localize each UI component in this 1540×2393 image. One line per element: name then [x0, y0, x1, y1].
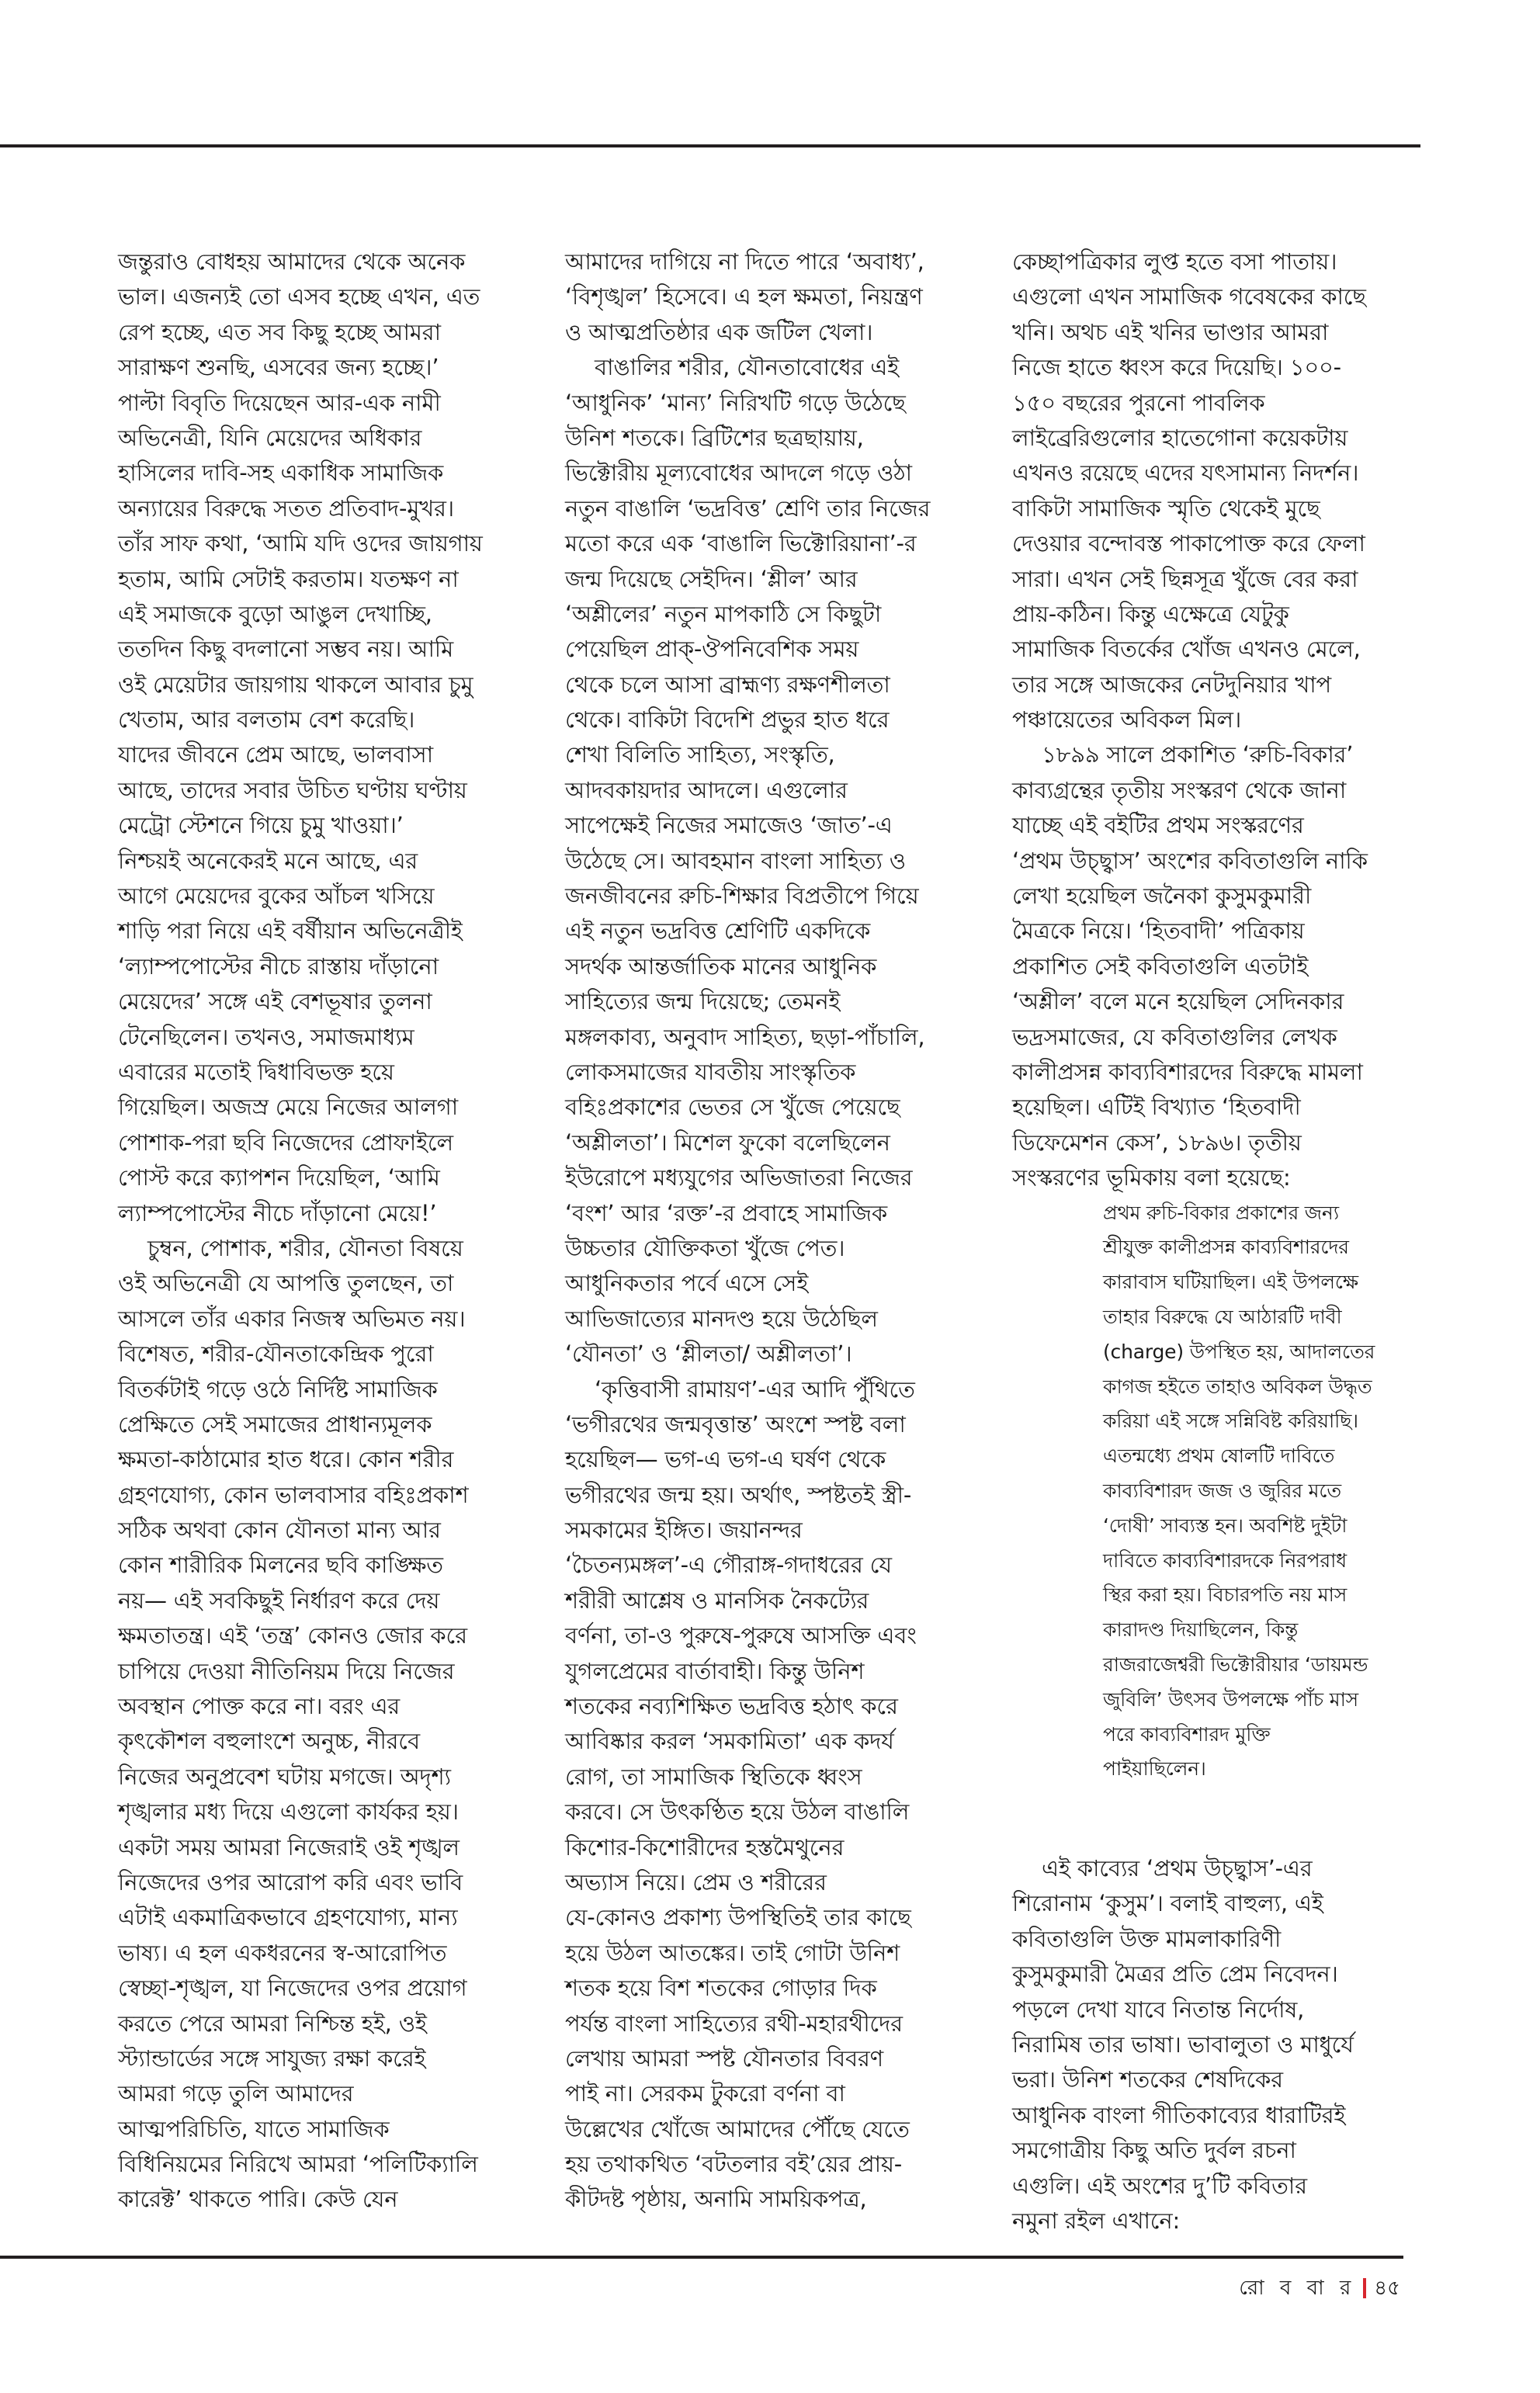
text-line: কারাদণ্ড দিয়াছিলেন, কিন্তু — [1103, 1618, 1299, 1642]
text-line: স্বেচ্ছা-শৃঙ্খল, যা নিজেদের ওপর প্রয়োগ — [118, 1975, 467, 2002]
text-line: নিরামিষ তার ভাষা। ভাবালুতা ও মাধুর্যে — [1012, 2031, 1354, 2058]
text-line: সারা। এখন সেই ছিন্নসূত্র খুঁজে বের করা — [1012, 565, 1358, 592]
text-line: উল্লেখের খোঁজে আমাদের পৌঁছে যেতে — [565, 2115, 910, 2142]
text-line: সামাজিক বিতর্কের খোঁজ এখনও মেলে, — [1012, 636, 1361, 663]
text-line: ইউরোপে মধ্যযুগের অভিজাতরা নিজের — [565, 1164, 913, 1191]
text-line: কোন শারীরিক মিলনের ছবি কাঙ্ক্ষিত — [118, 1552, 443, 1579]
text-line: কাব্যগ্রন্থের তৃতীয় সংস্করণ থেকে জানা — [1012, 776, 1347, 803]
text-line: ওই অভিনেত্রী যে আপত্তি তুলছেন, তা — [118, 1270, 454, 1297]
text-line: পোশাক-পরা ছবি নিজেদের প্রোফাইলে — [118, 1129, 453, 1156]
text-line: সাপেক্ষেই নিজের সমাজেও ‘জাত’-এ — [565, 812, 893, 839]
text-line: কীটদষ্ট পৃষ্ঠায়, অনামি সাময়িকপত্র, — [565, 2186, 867, 2213]
text-line: অবস্থান পোক্ত করে না। বরং এর — [118, 1693, 401, 1720]
text-line: বাকিটা সামাজিক স্মৃতি থেকেই মুছে — [1012, 494, 1320, 522]
text-line: রেপ হচ্ছে, এত সব কিছু হচ্ছে আমরা — [118, 318, 441, 345]
text-line: আধুনিক বাংলা গীতিকাব্যের ধারাটিরই — [1012, 2101, 1346, 2128]
text-line: নিজের অনুপ্রবেশ ঘটায় মগজে। অদৃশ্য — [118, 1763, 451, 1790]
text-line: কুসুমকুমারী মৈত্রর প্রতি প্রেম নিবেদন। — [1012, 1961, 1338, 1988]
text-line: তাঁর সাফ কথা, ‘আমি যদি ওদের জায়গায় — [118, 530, 483, 557]
text-line: ক্ষমতা-কাঠামোর হাত ধরে। কোন শরীর — [118, 1446, 454, 1473]
text-line: প্রায়-কঠিন। কিন্তু এক্ষেত্রে যেটুকু — [1012, 600, 1289, 627]
text-line: মঙ্গলকাব্য, অনুবাদ সাহিত্য, ছড়া-পাঁচালি, — [565, 1023, 925, 1050]
text-line: শাড়ি পরা নিয়ে এই বর্ষীয়ান অভিনেত্রীই — [118, 917, 463, 945]
text-line: ‘অশ্লীলতা’। মিশেল ফুকো বলেছিলেন — [565, 1129, 890, 1156]
text-line: হয়ে উঠল আতঙ্কের। তাই গোটা উনিশ — [565, 1939, 900, 1966]
text-line: পঞ্চায়েতের অবিকল মিল। — [1012, 706, 1242, 734]
text-line: প্রকাশিত সেই কবিতাগুলি এতটাই — [1012, 952, 1309, 980]
text-line: গিয়েছিল। অজস্র মেয়ে নিজের আলগা — [118, 1094, 458, 1121]
text-line: কারেক্ট’ থাকতে পারি। কেউ যেন — [118, 2186, 398, 2213]
text-line: লাইব্রেরিগুলোর হাতেগোনা কয়েকটায় — [1012, 424, 1348, 451]
text-line: বাঙালির শরীর, যৌনতাবোধের এই — [595, 354, 899, 381]
text-line: অভ্যাস নিয়ে। প্রেম ও শরীরের — [565, 1868, 827, 1895]
bottom-rule — [0, 2256, 1403, 2259]
text-line: শেখা বিলিতি সাহিত্য, সংস্কৃতি, — [565, 741, 835, 768]
text-line: ‘অশ্লীলের’ নতুন মাপকাঠি সে কিছুটা — [565, 600, 882, 627]
text-line: তার সঙ্গে আজকের নেটদুনিয়ার খাপ — [1012, 671, 1332, 698]
text-line: শতক হয়ে বিশ শতকের গোড়ার দিক — [565, 1975, 877, 2002]
text-line: এবারের মতোই দ্বিধাবিভক্ত হয়ে — [118, 1058, 394, 1085]
text-line: প্রথম রুচি-বিকার প্রকাশের জন্য — [1103, 1201, 1339, 1224]
text-line: যুগলপ্রেমের বার্তাবাহী। কিন্তু উনিশ — [565, 1657, 865, 1684]
text-line: ক্ষমতাতন্ত্র। এই ‘তন্ত্র’ কোনও জোর করে — [118, 1622, 467, 1649]
text-line: ‘দোষী’ সাব্যস্ত হন। অবশিষ্ট দুইটা — [1103, 1514, 1348, 1537]
text-line: পড়লে দেখা যাবে নিতান্ত নির্দোষ, — [1012, 1996, 1305, 2023]
text-line: লেখায় আমরা স্পষ্ট যৌনতার বিবরণ — [565, 2044, 883, 2072]
text-line: যাচ্ছে এই বইটির প্রথম সংস্করণের — [1012, 812, 1304, 839]
text-line: সমগোত্রীয় কিছু অতি দুর্বল রচনা — [1012, 2137, 1296, 2164]
text-line: মেট্রো স্টেশনে গিয়ে চুমু খাওয়া।’ — [118, 812, 404, 839]
paragraph — [1012, 737, 1424, 1195]
paragraph — [565, 245, 976, 350]
paragraph — [565, 350, 976, 1372]
text-line: দেওয়ার বন্দোবস্ত পাকাপোক্ত করে ফেলা — [1012, 530, 1365, 557]
text-line: শিরোনাম ‘কুসুম’। বলাই বাহুল্য, এই — [1012, 1890, 1323, 1917]
text-line: সমকামের ইঙ্গিত। জয়ানন্দর — [565, 1517, 803, 1544]
block-quote — [1103, 1196, 1424, 1788]
text-line: মতো করে এক ‘বাঙালি ভিক্টোরিয়ানা’-র — [565, 530, 917, 557]
text-line: মৈত্রকে নিয়ে। ‘হিতবাদী’ পত্রিকায় — [1012, 917, 1305, 945]
text-line: গ্রহণযোগ্য, কোন ভালবাসার বহিঃপ্রকাশ — [118, 1481, 469, 1508]
text-line: হয় তথাকথিত ‘বটতলার বই’য়ের প্রায়- — [565, 2151, 903, 2178]
text-line: নিজেদের ওপর আরোপ করি এবং ভাবি — [118, 1868, 463, 1895]
text-line: উনিশ শতকে। ব্রিটিশের ছত্রছায়ায়, — [565, 424, 864, 451]
text-line: বিতর্কটাই গড়ে ওঠে নির্দিষ্ট সামাজিক — [118, 1375, 438, 1403]
text-line: ও আত্মপ্রতিষ্ঠার এক জটিল খেলা। — [565, 318, 873, 345]
text-line: যাদের জীবনে প্রেম আছে, ভালবাসা — [118, 741, 433, 768]
text-line: বিধিনিয়মের নিরিখে আমরা ‘পলিটিক্যালি — [118, 2151, 478, 2178]
text-line: প্রেক্ষিতে সেই সমাজের প্রাধান্যমূলক — [118, 1410, 432, 1438]
column-3 — [1012, 245, 1424, 2239]
text-line: লেখা হয়েছিল জনৈকা কুসুমকুমারী — [1012, 883, 1312, 910]
text-line: একটা সময় আমরা নিজেরাই ওই শৃঙ্খল — [118, 1833, 460, 1861]
text-line: হয়েছিল— ভগ-এ ভগ-এ ঘর্ষণ থেকে — [565, 1446, 886, 1473]
text-line: ল্যাম্পপোস্টের নীচে দাঁড়ানো মেয়ে!’ — [118, 1199, 437, 1226]
text-line: বর্ণনা, তা-ও পুরুষে-পুরুষে আসক্তি এবং — [565, 1622, 917, 1649]
text-line: আসলে তাঁর একার নিজস্ব অভিমত নয়। — [118, 1305, 466, 1332]
text-line: জন্ম দিয়েছে সেইদিন। ‘শ্লীল’ আর — [565, 565, 858, 592]
text-line: নতুন বাঙালি ‘ভদ্রবিত্ত’ শ্রেণি তার নিজের — [565, 494, 931, 522]
text-line: জন্তুরাও বোধহয় আমাদের থেকে অনেক — [118, 248, 466, 275]
text-line: ততদিন কিছু বদলানো সম্ভব নয়। আমি — [118, 636, 453, 663]
text-line: থেকে। বাকিটা বিদেশি প্রভুর হাত ধরে — [565, 706, 890, 734]
text-line: পাইয়াছিলেন। — [1103, 1757, 1206, 1781]
page-footer — [1239, 2273, 1400, 2304]
text-line: ‘অশ্লীল’ বলে মনে হয়েছিল সেদিনকার — [1012, 988, 1344, 1015]
text-line: সঠিক অথবা কোন যৌনতা মান্য আর — [118, 1517, 441, 1544]
paragraph — [1012, 245, 1424, 737]
text-line: শ্রীযুক্ত কালীপ্রসন্ন কাব্যবিশারদের — [1103, 1236, 1349, 1259]
text-line: অভিনেত্রী, যিনি মেয়েদের অধিকার — [118, 424, 422, 451]
text-line: হতাম, আমি সেটাই করতাম। যতক্ষণ না — [118, 565, 459, 592]
text-line: সংস্করণের ভূমিকায় বলা হয়েছে: — [1012, 1164, 1291, 1191]
paragraph — [565, 1372, 976, 2218]
text-line: ‘যৌনতা’ ও ‘শ্লীলতা/ অশ্লীলতা’। — [565, 1340, 852, 1368]
text-line: নিশ্চয়ই অনেকেরই মনে আছে, এর — [118, 847, 418, 874]
text-line: কালীপ্রসন্ন কাব্যবিশারদের বিরুদ্ধে মামলা — [1012, 1058, 1363, 1085]
text-line: লোকসমাজের যাবতীয় সাংস্কৃতিক — [565, 1058, 856, 1085]
text-line: আধুনিকতার পর্বে এসে সেই — [565, 1270, 809, 1297]
text-line: আভিজাত্যের মানদণ্ড হয়ে উঠেছিল — [565, 1305, 878, 1332]
text-line: স্ট্যান্ডার্ডের সঙ্গে সাযুজ্য রক্ষা করেই — [118, 2044, 426, 2072]
text-line: ১৫০ বছরের পুরনো পাবলিক — [1012, 389, 1265, 416]
text-line: সাহিত্যের জন্ম দিয়েছে; তেমনই — [565, 988, 841, 1015]
text-line: পাই না। সেরকম টুকরো বর্ণনা বা — [565, 2080, 845, 2107]
text-line: তাহার বিরুদ্ধে যে আঠারটি দাবী — [1103, 1305, 1342, 1328]
text-line: ভিক্টোরীয় মূল্যবোধের আদলে গড়ে ওঠা — [565, 460, 912, 487]
text-line: পরে কাব্যবিশারদ মুক্তি — [1103, 1722, 1271, 1746]
top-rule — [0, 144, 1420, 147]
text-line: কেচ্ছাপত্রিকার লুপ্ত হতে বসা পাতায়। — [1012, 248, 1337, 275]
text-line: বহিঃপ্রকাশের ভেতর সে খুঁজে পেয়েছে — [565, 1094, 900, 1121]
text-line: যে-কোনও প্রকাশ্য উপস্থিতিই তার কাছে — [565, 1904, 911, 1931]
text-line: এগুলি। এই অংশের দু’টি কবিতার — [1012, 2172, 1307, 2199]
text-line: ভরা। উনিশ শতকের শেষদিকের — [1012, 2066, 1283, 2093]
text-line: এই নতুন ভদ্রবিত্ত শ্রেণিটি একদিকে — [565, 917, 871, 945]
text-line: আবিষ্কার করল ‘সমকামিতা’ এক কদর্য — [565, 1728, 894, 1755]
text-line: আত্মপরিচিতি, যাতে সামাজিক — [118, 2115, 390, 2142]
text-line: এগুলো এখন সামাজিক গবেষকের কাছে — [1012, 283, 1366, 310]
text-line: খনি। অথচ এই খনির ভাণ্ডার আমরা — [1012, 318, 1329, 345]
text-line: আমরা গড়ে তুলি আমাদের — [118, 2080, 354, 2107]
text-line: জুবিলি’ উৎসব উপলক্ষে পাঁচ মাস — [1103, 1687, 1358, 1711]
text-line: এই সমাজকে বুড়ো আঙুল দেখাচ্ছি, — [118, 600, 432, 627]
text-line: পোস্ট করে ক্যাপশন দিয়েছিল, ‘আমি — [118, 1164, 440, 1191]
text-line: এখনও রয়েছে এদের যৎসামান্য নিদর্শন। — [1012, 460, 1359, 487]
text-line: ‘চৈতন্যমঙ্গল’-এ গৌরাঙ্গ-গদাধরের যে — [565, 1552, 892, 1579]
text-line: সদর্থক আন্তর্জাতিক মানের আধুনিক — [565, 952, 877, 980]
text-line: উচ্চতার যৌক্তিকতা খুঁজে পেত। — [565, 1234, 845, 1261]
text-line: সারাক্ষণ শুনছি, এসবের জন্য হচ্ছে।’ — [118, 354, 439, 381]
text-line: কাগজ হইতে তাহাও অবিকল উদ্ধৃত — [1103, 1375, 1372, 1398]
text-line: শৃঙ্খলার মধ্য দিয়ে এগুলো কার্যকর হয়। — [118, 1798, 459, 1826]
text-line: স্থির করা হয়। বিচারপতি নয় মাস — [1103, 1583, 1348, 1607]
text-line: টেনেছিলেন। তখনও, সমাজমাধ্যম — [118, 1023, 414, 1050]
text-line: উঠেছে সে। আবহমান বাংলা সাহিত্য ও — [565, 847, 906, 874]
text-line: ওই মেয়েটার জায়গায় থাকলে আবার চুমু — [118, 671, 473, 698]
text-line: ভদ্রসমাজের, যে কবিতাগুলির লেখক — [1012, 1023, 1337, 1050]
text-line: এতন্মধ্যে প্রথম ষোলটি দাবিতে — [1103, 1444, 1335, 1468]
text-line: ভগীরথের জন্ম হয়। অর্থাৎ, স্পষ্টতই স্ত্রী- — [565, 1481, 912, 1508]
text-line: রাজরাজেশ্বরী ভিক্টোরীয়ার ‘ডায়মন্ড — [1103, 1653, 1368, 1676]
magazine-name: রো ব বা র — [1239, 2277, 1356, 2300]
text-line: ‘আধুনিক’ ‘মান্য’ নিরিখটি গড়ে উঠেছে — [565, 389, 906, 416]
text-line: রোগ, তা সামাজিক স্থিতিকে ধ্বংস — [565, 1763, 862, 1790]
text-line: এই কাব্যের ‘প্রথম উচ্ছ্বাস’-এর — [1042, 1855, 1313, 1882]
text-line: কারাবাস ঘটিয়াছিল। এই উপলক্ষে — [1103, 1271, 1358, 1294]
text-line: ‘কৃত্তিবাসী রামায়ণ’-এর আদি পুঁথিতে — [595, 1375, 915, 1403]
text-line: নমুনা রইল এখানে: — [1012, 2207, 1181, 2234]
text-line: দাবিতে কাব্যবিশারদকে নিরপরাধ — [1103, 1549, 1347, 1572]
text-line: করতে পেরে আমরা নিশ্চিন্ত হই, ওই — [118, 2010, 427, 2037]
text-line: কবিতাগুলি উক্ত মামলাকারিণী — [1012, 1925, 1282, 1952]
text-line: শতকের নব্যশিক্ষিত ভদ্রবিত্ত হঠাৎ করে — [565, 1693, 898, 1720]
text-line: ‘প্রথম উচ্ছ্বাস’ অংশের কবিতাগুলি নাকি — [1012, 847, 1368, 874]
text-line: কৃৎকৌশল বহুলাংশে অনুচ্চ, নীরবে — [118, 1728, 420, 1755]
column-2 — [565, 245, 976, 2218]
text-line: ‘ভগীরথের জন্মবৃত্তান্ত’ অংশে স্পষ্ট বলা — [565, 1410, 906, 1438]
text-line: ভাষ্য। এ হল একধরনের স্ব-আরোপিত — [118, 1939, 447, 1966]
text-line: আদবকায়দার আদলে। এগুলোর — [565, 776, 848, 803]
paragraph — [1012, 1851, 1424, 2239]
paragraph — [118, 1231, 522, 2218]
text-line: পেয়েছিল প্রাক্‌-ঔপনিবেশিক সময় — [565, 636, 859, 663]
text-line: আছে, তাদের সবার উচিত ঘণ্টায় ঘণ্টায় — [118, 776, 467, 803]
text-line: থেকে চলে আসা ব্রাহ্মণ্য রক্ষণশীলতা — [565, 671, 890, 698]
text-line: নিজে হাতে ধ্বংস করে দিয়েছি। ১০০- — [1012, 354, 1341, 381]
text-line: আগে মেয়েদের বুকের আঁচল খসিয়ে — [118, 883, 435, 910]
text-line: আমাদের দাগিয়ে না দিতে পারে ‘অবাধ্য’, — [565, 248, 924, 275]
text-line: শরীরী আশ্লেষ ও মানসিক নৈকট্যের — [565, 1587, 869, 1614]
text-line: চুম্বন, পোশাক, শরীর, যৌনতা বিষয়ে — [147, 1234, 463, 1261]
text-line: পর্যন্ত বাংলা সাহিত্যের রথী-মহারথীদের — [565, 2010, 903, 2037]
text-line: করবে। সে উৎকণ্ঠিত হয়ে উঠল বাঙালি — [565, 1798, 910, 1826]
text-line: জনজীবনের রুচি-শিক্ষার বিপ্রতীপে গিয়ে — [565, 883, 919, 910]
text-line: পাল্টা বিবৃতি দিয়েছেন আর-এক নামী — [118, 389, 441, 416]
text-line: হাসিলের দাবি-সহ একাধিক সামাজিক — [118, 460, 444, 487]
text-line: কিশোর-কিশোরীদের হস্তমৈথুনের — [565, 1833, 845, 1861]
paragraph — [118, 245, 522, 1231]
text-line: ‘বিশৃঙ্খল’ হিসেবে। এ হল ক্ষমতা, নিয়ন্ত্রণ — [565, 283, 923, 310]
text-line: কাব্যবিশারদ জজ ও জুরির মতে — [1103, 1479, 1341, 1502]
text-line: বিশেষত, শরীর-যৌনতাকেন্দ্রিক পুরো — [118, 1340, 434, 1368]
text-line: এটাই একমাত্রিকভাবে গ্রহণযোগ্য, মান্য — [118, 1904, 458, 1931]
footer-separator-bar — [1363, 2278, 1366, 2298]
text-line: ১৮৯৯ সালে প্রকাশিত ‘রুচি-বিকার’ — [1042, 741, 1354, 768]
text-line: ‘বংশ’ আর ‘রক্ত’-র প্রবাহে সামাজিক — [565, 1199, 887, 1226]
text-line: চাপিয়ে দেওয়া নীতিনিয়ম দিয়ে নিজের — [118, 1657, 455, 1684]
text-line: করিয়া এই সঙ্গে সন্নিবিষ্ট করিয়াছি। — [1103, 1410, 1358, 1433]
text-line: নয়— এই সবকিছুই নির্ধারণ করে দেয় — [118, 1587, 440, 1614]
text-line: অন্যায়ের বিরুদ্ধে সতত প্রতিবাদ-মুখর। — [118, 494, 454, 522]
column-1 — [118, 245, 522, 2218]
text-line: ভাল। এজন্যই তো এসব হচ্ছে এখন, এত — [118, 283, 480, 310]
text-line: ডিফেমেশন কেস’, ১৮৯৬। তৃতীয় — [1012, 1129, 1302, 1156]
text-line: খেতাম, আর বলতাম বেশ করেছি। — [118, 706, 415, 734]
page-number: ৪৫ — [1374, 2277, 1400, 2300]
text-line: হয়েছিল। এটিই বিখ্যাত ‘হিতবাদী — [1012, 1094, 1301, 1121]
text-line: ‘ল্যাম্পপোস্টের নীচে রাস্তায় দাঁড়ানো — [118, 952, 439, 980]
text-line: (charge) উপস্থিত হয়, আদালতের — [1103, 1340, 1375, 1363]
text-line: মেয়েদের’ সঙ্গে এই বেশভূষার তুলনা — [118, 988, 432, 1015]
